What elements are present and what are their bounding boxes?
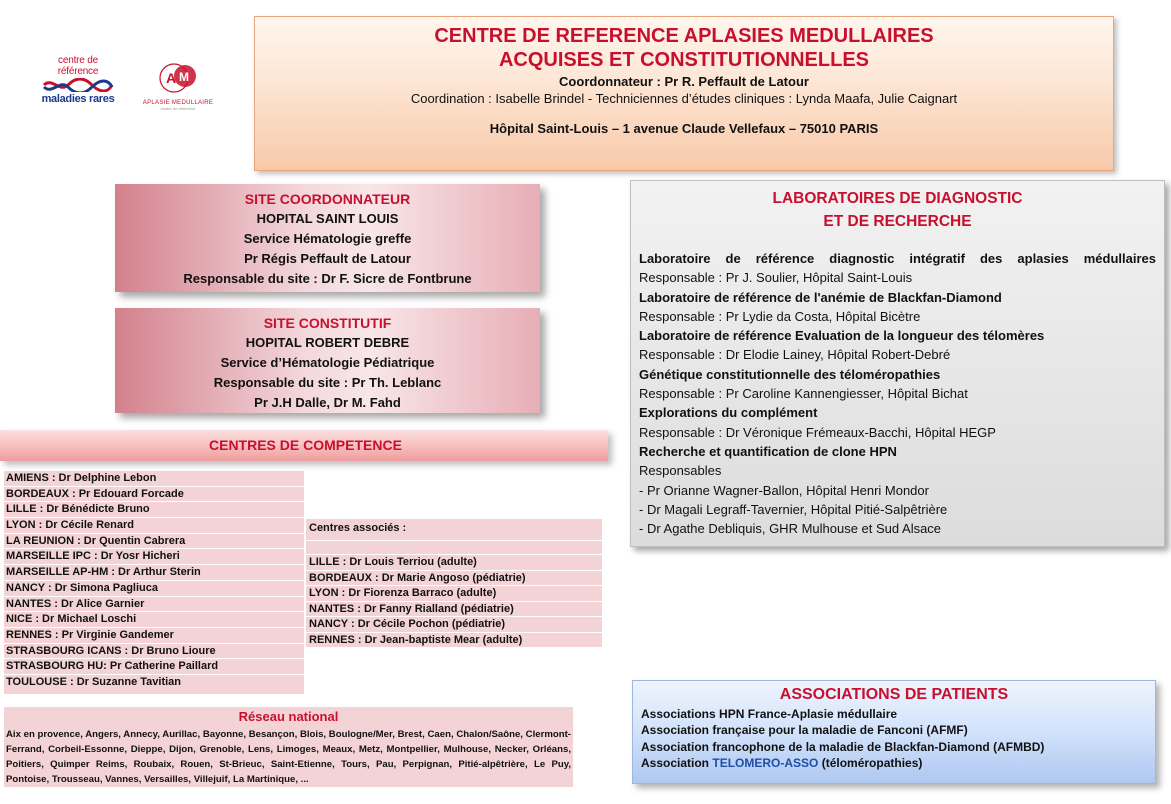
reseau-national-text: Aix en provence, Angers, Annecy, Aurillac, Bayonne, Besançon, Blois, Boulogne/Mer, Brest, Caen, Chalon/Saône, Clermont-Ferrand, Corbeil-Essonne, Dieppe, Dijon, Grenoble, Lens, Limoges, Meaux, Metz, Montpellier, Mulhouse, Necker, Orléans, Poitiers, Quimper Reims, Roubaix, Rouen, St-Brieuc, Saint-Etienne, Tours, Pau, Perpignan, Pitié-alpêtrière, Le Puy, Pontoise, Trousseau, Vannes, Versailles, Villejuif, La Martinique, ... <box>6 729 571 785</box>
site-constitutif-heading: SITE CONSTITUTIF <box>263 315 392 331</box>
list-item: LILLE : Dr Bénédicte Bruno <box>4 502 304 518</box>
centres-associes-spacer <box>306 541 602 555</box>
labo-title: Laboratoire de référence de l'anémie de Blackfan-Diamond <box>639 289 1002 305</box>
association-item-telomero <box>641 755 1147 771</box>
header-box <box>254 16 1114 171</box>
laboratoires-heading-line2: ET DE RECHERCHE <box>823 213 972 230</box>
site-constitutif-line: HOPITAL ROBERT DEBRE <box>245 335 410 350</box>
site-coordonnateur-line: Responsable du site : Dr F. Sicre de Fontbrune <box>183 271 472 286</box>
list-item: BORDEAUX : Pr Edouard Forcade <box>4 487 304 503</box>
list-item: RENNES : Pr Virginie Gandemer <box>4 628 304 644</box>
logo-centre-reference-maladies-rares <box>38 55 118 105</box>
list-item: TOULOUSE : Dr Suzanne Tavitian <box>4 675 304 695</box>
site-coordonnateur-box <box>115 184 540 292</box>
centres-competence-heading: CENTRES DE COMPETENCE <box>0 430 608 461</box>
labo-title: Laboratoire de référence diagnostic intégratif des aplasies médullaires <box>639 251 1156 266</box>
labo-title: Explorations du complément <box>639 405 818 421</box>
labo-line: - Pr Orianne Wagner-Ballon, Hôpital Henri Mondor <box>639 482 929 498</box>
logo-crmr-top-text: centre de référence <box>57 55 99 77</box>
centres-associes-heading: Centres associés : <box>306 519 602 541</box>
list-item: LILLE : Dr Louis Terriou (adulte) <box>306 555 602 571</box>
list-item: NANTES : Dr Fanny Rialland (pédiatrie) <box>306 602 602 618</box>
labo-line: Responsable : Pr Caroline Kannengiesser, Hôpital Bichat <box>639 386 968 402</box>
association-prefix: Association <box>641 755 713 770</box>
list-item: STRASBOURG ICANS : Dr Bruno Lioure <box>4 644 304 660</box>
centres-competence-list <box>4 471 304 695</box>
list-item: NANTES : Dr Alice Garnier <box>4 597 304 613</box>
labo-line: - Dr Agathe Debliquis, GHR Mulhouse et Sud Alsace <box>639 521 942 537</box>
header-coordinator: Coordonnateur : Pr R. Peffault de Latour <box>559 74 809 89</box>
centres-associes-box <box>306 519 602 655</box>
association-suffix: (téloméropathies) <box>818 755 923 770</box>
list-item: LA REUNION : Dr Quentin Cabrera <box>4 534 304 550</box>
association-telomero-link[interactable]: TELOMERO-ASSO <box>712 755 819 770</box>
logo-am-subtitle-small: centre de référence <box>160 106 196 111</box>
logo-crmr-bottom-text: maladies rares <box>41 93 115 105</box>
list-item: NANCY : Dr Cécile Pochon (pédiatrie) <box>306 617 602 633</box>
header-address: Hôpital Saint-Louis – 1 avenue Claude Vellefaux – 75010 PARIS <box>489 121 879 136</box>
site-coordonnateur-line: Pr Régis Peffault de Latour <box>244 251 411 266</box>
labo-line: Responsables <box>639 463 722 479</box>
svg-text:M: M <box>179 70 189 84</box>
list-item: LYON : Dr Fiorenza Barraco (adulte) <box>306 586 602 602</box>
association-item: Association francophone de la maladie de Blackfan-Diamond (AFMBD) <box>641 739 1045 754</box>
list-item: NANCY : Dr Simona Pagliuca <box>4 581 304 597</box>
page-title-line1: CENTRE DE REFERENCE APLASIES MEDULLAIRES <box>434 25 934 47</box>
association-item: Association française pour la maladie de Fanconi (AFMF) <box>641 723 968 738</box>
list-item: MARSEILLE AP-HM : Dr Arthur Sterin <box>4 565 304 581</box>
list-item: LYON : Dr Cécile Renard <box>4 518 304 534</box>
list-item: AMIENS : Dr Delphine Lebon <box>4 471 304 487</box>
laboratoires-box <box>630 180 1165 547</box>
page-title-line2: ACQUISES ET CONSTITUTIONNELLES <box>498 49 870 71</box>
svg-text:A: A <box>166 70 177 86</box>
site-coordonnateur-line: HOPITAL SAINT LOUIS <box>256 211 399 226</box>
logo-am-icon <box>158 58 198 94</box>
associations-patients-box <box>632 680 1156 784</box>
association-item: Associations HPN France-Aplasie médullaire <box>641 707 898 721</box>
labo-title: Laboratoire de référence Evaluation de la longueur des télomères <box>639 328 1045 344</box>
logo-am-subtitle: APLASIE MEDULLAIRE <box>142 100 214 106</box>
labo-line: Responsable : Dr Véronique Frémeaux-Bacchi, Hôpital HEGP <box>639 424 996 440</box>
logo-wave-icon <box>42 78 114 92</box>
labo-title: Recherche et quantification de clone HPN <box>639 443 897 459</box>
site-constitutif-line: Service d’Hématologie Pédiatrique <box>220 355 435 370</box>
site-constitutif-line: Pr J.H Dalle, Dr M. Fahd <box>254 395 401 410</box>
list-item: STRASBOURG HU: Pr Catherine Paillard <box>4 659 304 675</box>
header-coordination: Coordination : Isabelle Brindel - Techniciennes d’études cliniques : Lynda Maafa, Julie Caignart <box>410 91 958 106</box>
list-item: NICE : Dr Michael Loschi <box>4 612 304 628</box>
reseau-national-box <box>4 707 573 787</box>
labo-line: - Dr Magali Legraff-Tavernier, Hôpital Pitié-Salpêtrière <box>639 501 948 517</box>
labo-title: Génétique constitutionnelle des téloméropathies <box>639 366 941 382</box>
labo-line: Responsable : Pr J. Soulier, Hôpital Saint-Louis <box>639 270 913 286</box>
labo-line: Responsable : Dr Elodie Lainey, Hôpital Robert-Debré <box>639 347 951 363</box>
logo-aplasie-medullaire <box>138 58 218 113</box>
site-constitutif-line: Responsable du site : Pr Th. Leblanc <box>213 375 442 390</box>
labo-line: Responsable : Pr Lydie da Costa, Hôpital Bicètre <box>639 308 921 324</box>
site-coordonnateur-heading: SITE COORDONNATEUR <box>244 191 411 207</box>
site-coordonnateur-line: Service Hématologie greffe <box>243 231 412 246</box>
laboratoires-spacer <box>639 233 1156 249</box>
laboratoires-heading-line1: LABORATOIRES DE DIAGNOSTIC <box>772 190 1023 207</box>
reseau-national-heading: Réseau national <box>238 709 339 724</box>
list-item: RENNES : Dr Jean-baptiste Mear (adulte) <box>306 633 602 649</box>
site-constitutif-box <box>115 308 540 413</box>
list-item: MARSEILLE IPC : Dr Yosr Hicheri <box>4 549 304 565</box>
list-item: BORDEAUX : Dr Marie Angoso (pédiatrie) <box>306 571 602 587</box>
associations-heading: ASSOCIATIONS DE PATIENTS <box>779 686 1009 703</box>
